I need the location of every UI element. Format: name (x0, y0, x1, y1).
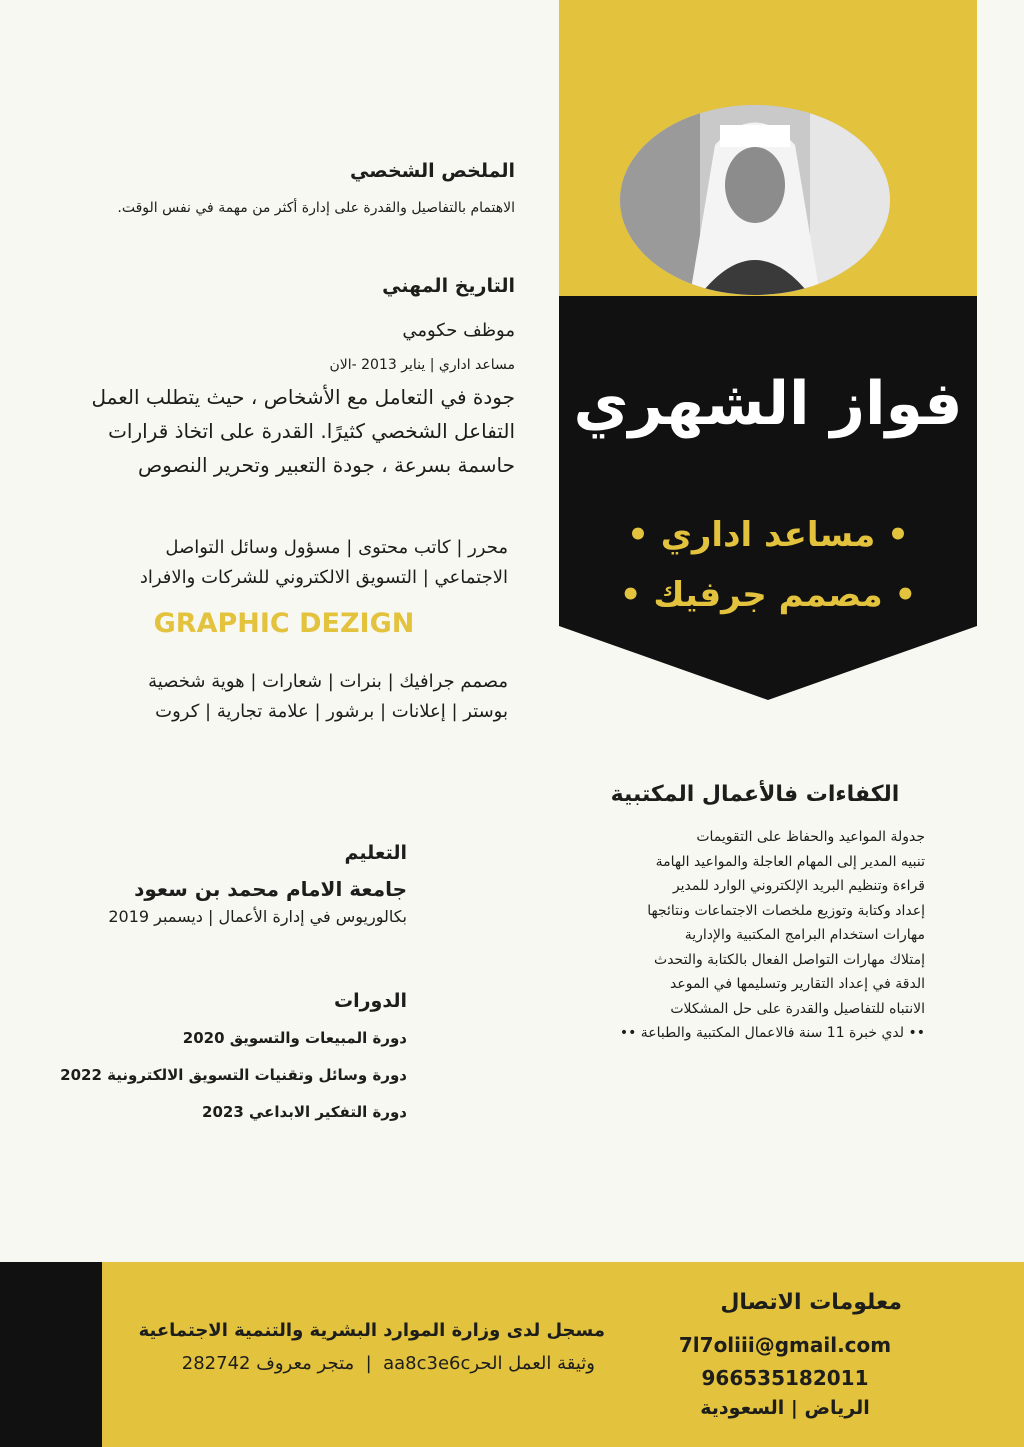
design-services (40, 667, 508, 727)
design-services-line: بوستر | إعلانات | برشور | علامة تجارية | كروت (155, 701, 508, 722)
career-job-title: موظف حكومي (402, 320, 515, 341)
career-description-line: جودة في التعامل مع الأشخاص ، حيث يتطلب العمل (91, 385, 515, 409)
media-roles-line: محرر | كاتب محتوى | مسؤول وسائل التواصل (165, 537, 508, 558)
candidate-name: فواز الشهري (573, 369, 963, 439)
career-description-line: التفاعل الشخصي كثيرًا. القدرة على اتخاذ قرارات (108, 419, 515, 443)
design-services-line: مصمم جرافيك | بنرات | شعارات | هوية شخصية (148, 671, 508, 692)
footer-document-line: وثيقة العمل الحرaa8c3e6c | متجر معروف 282742 (181, 1353, 595, 1374)
skill-item: الدقة في إعداد التقارير وتسليمها في الموعد (670, 976, 925, 992)
skill-item: إمتلاك مهارات التواصل الفعال بالكتابة والتحدث (654, 951, 925, 968)
contact-email[interactable]: 7l7oliii@gmail.com (678, 1333, 892, 1357)
skill-item: إعداد وكتابة وتوزيع ملخصات الاجتماعات ونتائجها (647, 902, 925, 919)
course-item: دورة المبيعات والتسويق 2020 (182, 1029, 407, 1047)
skill-item: مهارات استخدام البرامج المكتبية والإدارية (684, 927, 925, 943)
course-item: دورة التفكير الابداعي 2023 (202, 1103, 407, 1121)
skill-item: جدولة المواعيد والحفاظ على التقويمات (696, 829, 925, 845)
contact-location: الرياض | السعودية (700, 1397, 870, 1419)
footer-dark-strip (0, 1262, 102, 1447)
career-description (40, 380, 515, 482)
profile-photo (620, 105, 890, 295)
role-admin-assistant: • مساعد اداري • (627, 515, 909, 555)
skill-item: قراءة وتنظيم البريد الإلكتروني الوارد للمدير (672, 878, 925, 894)
skill-item: •• لدي خبرة 11 سنة فالاعمال المكتبية والطباعة •• (619, 1025, 925, 1041)
contact-heading: معلومات الاتصال (720, 1290, 902, 1315)
career-position-line: مساعد اداري | يناير 2013 -الان (329, 357, 515, 373)
education-university: جامعة الامام محمد بن سعود (134, 877, 407, 901)
courses-list (40, 1020, 407, 1131)
career-description-line: حاسمة بسرعة ، جودة التعبير وتحرير النصوص (137, 453, 515, 477)
skills-heading: الكفاءات فالأعمال المكتبية (610, 782, 900, 807)
contact-phone[interactable]: 966535182011 (701, 1366, 869, 1390)
footer-registration: مسجل لدى وزارة الموارد البشرية والتنمية الاجتماعية (138, 1320, 605, 1341)
course-item: دورة وسائل وتقنيات التسويق الالكترونية 2022 (60, 1066, 407, 1084)
name-banner (559, 296, 977, 700)
summary-heading: الملخص الشخصي (350, 160, 515, 182)
media-roles (40, 533, 508, 593)
skill-item: تنبيه المدير إلى المهام العاجلة والمواعيد الهامة (655, 853, 925, 870)
courses-heading: الدورات (334, 990, 407, 1012)
media-roles-line: الاجتماعي | التسويق الالكتروني للشركات والافراد (139, 567, 508, 588)
summary-text: الاهتمام بالتفاصيل والقدرة على إدارة أكثر من مهمة في نفس الوقت. (117, 200, 515, 216)
education-degree: بكالوريوس في إدارة الأعمال | ديسمبر 2019 (108, 907, 407, 926)
career-heading: التاريخ المهني (382, 275, 515, 297)
design-heading: GRAPHIC DEZIGN (153, 608, 415, 639)
skill-item: الانتباه للتفاصيل والقدرة على حل المشكلات (670, 1000, 925, 1017)
skills-list (570, 825, 925, 1046)
role-graphic-designer: • مصمم جرفيك • (619, 575, 917, 615)
education-heading: التعليم (344, 842, 407, 864)
